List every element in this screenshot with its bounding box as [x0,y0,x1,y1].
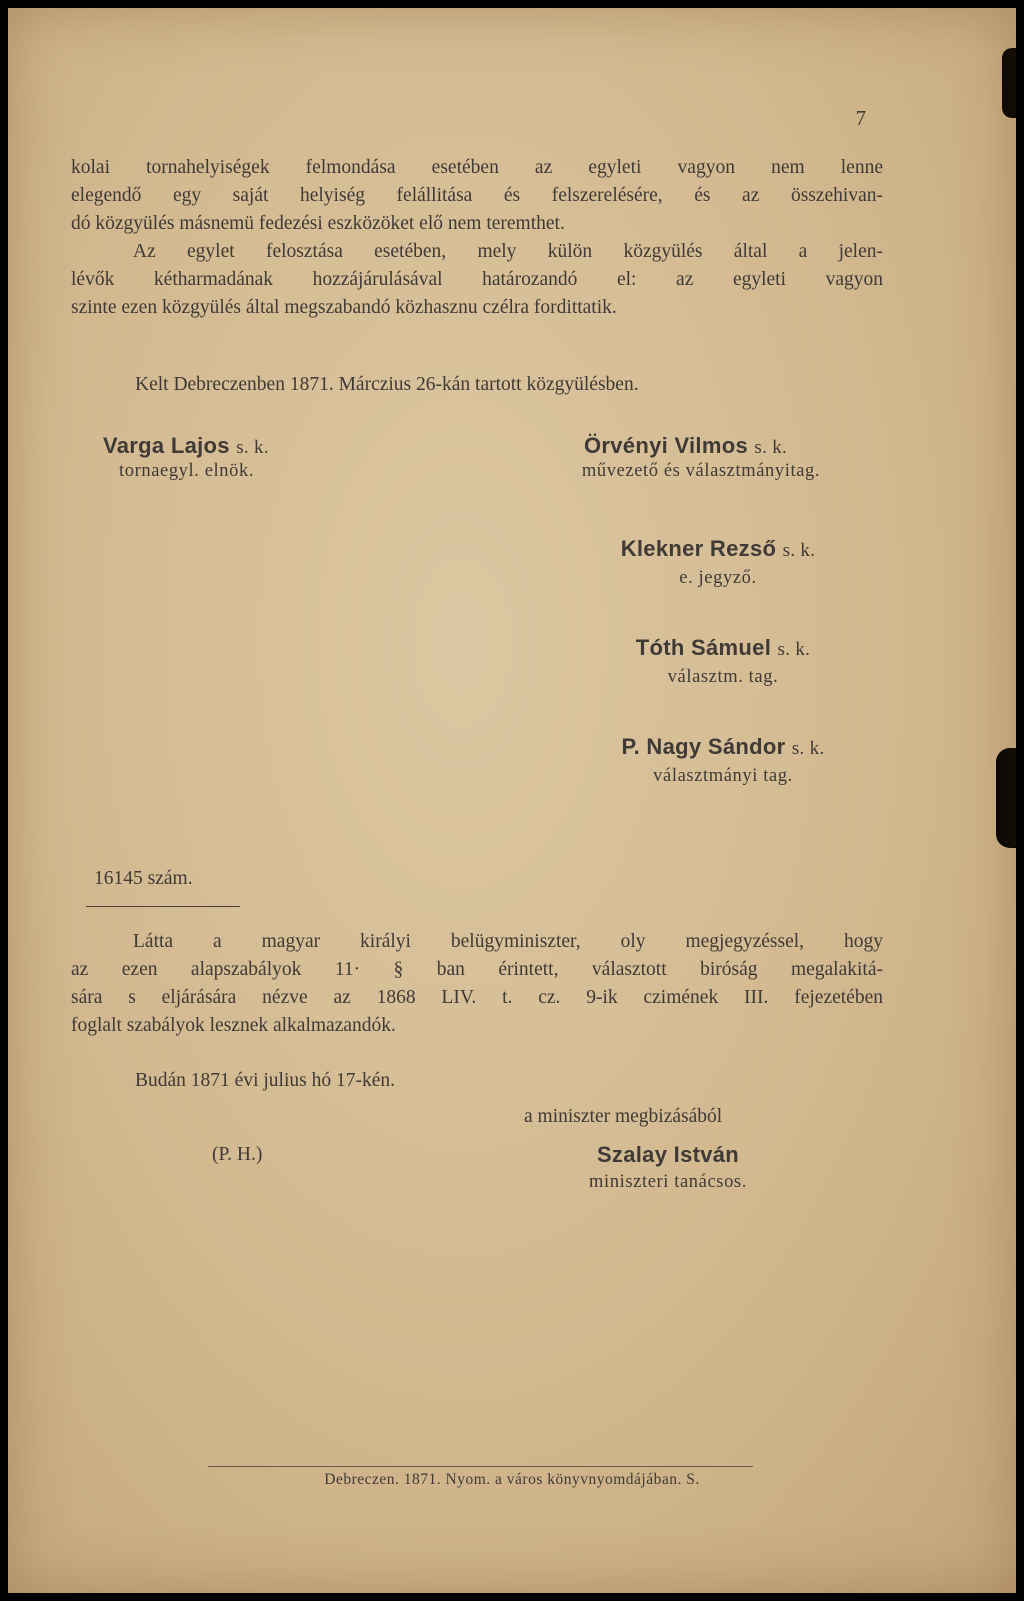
approval-line: Látta a magyar királyi belügyminiszter, oly megjegyzéssel, hogy [133,931,883,952]
signature-varga [103,433,269,482]
bylaw-line: elegendő egy saját helyiség felállitása és felszerelésére, és az összehivan- [71,185,883,206]
signatory-title: választm. tag. [667,667,779,687]
dated-line: Kelt Debreczenben 1871. Márczius 26-kán tartott közgyülésben. [135,374,639,395]
signature-orvenyi [536,433,866,482]
official-signature [543,1142,793,1193]
approval-line: az ezen alapszabályok 11· § ban érintett, választott biróság megalakitá- [71,959,883,980]
bylaw-line: Az egylet felosztása esetében, mely külön közgyülés által a jelen- [133,241,883,262]
official-title: miniszteri tanácsos. [589,1172,747,1192]
signatory-name: Klekner Rezső [620,536,777,561]
sk-mark: s. k. [777,639,811,660]
signatory-name: Varga Lajos [103,433,230,458]
approval-line: foglalt szabályok lesznek alkalmazandók. [71,1015,396,1036]
bylaw-line: dó közgyülés másnemü fedezési eszközöket elő nem teremthet. [71,213,565,234]
page-number: 7 [855,106,866,130]
signatory-name: Tóth Sámuel [635,635,772,660]
signatory-title: művezető és választmányitag. [581,461,821,481]
document-page [8,8,1016,1593]
approval-line: sára s eljárására nézve az 1868 LIV. t. cz. 9-ik czimének III. fejezetében [71,987,883,1008]
signatory-name: P. Nagy Sándor [621,734,786,759]
footer-rule [208,1466,753,1467]
signatory-title: e. jegyző. [679,568,757,588]
approval-text [71,928,883,1040]
sk-mark: s. k. [236,437,269,458]
bylaw-line: kolai tornahelyiségek felmondása esetében az egyleti vagyon nem lenne [71,157,883,178]
page-tear-top [1002,48,1016,118]
signature-toth [598,635,848,688]
bylaw-line: lévők kétharmadának hozzájárulásával határozandó el: az egyleti vagyon [71,269,883,290]
sk-mark: s. k. [754,437,788,458]
page-tear-middle [996,748,1016,848]
seal-mark: (P. H.) [212,1144,263,1165]
authorization-line: a miniszter megbizásából [524,1106,723,1127]
printer-imprint: Debreczen. 1871. Nyom. a város könyvnyomdájában. S. [324,1471,700,1488]
reference-number: 16145 szám. [94,868,193,889]
bylaw-text [71,154,883,322]
divider [86,906,240,907]
signatory-name: Örvényi Vilmos [584,433,748,458]
signatory-title: tornaegyl. elnök. [119,461,255,481]
approval-place-date: Budán 1871 évi julius hó 17-kén. [135,1070,395,1091]
signature-nagy [598,734,848,787]
bylaw-line: szinte ezen közgyülés által megszabandó közhasznu czélra fordittatik. [71,297,617,318]
sk-mark: s. k. [791,738,825,759]
sk-mark: s. k. [782,540,816,561]
signatory-title: választmányi tag. [653,766,793,786]
official-name: Szalay István [596,1142,740,1167]
signature-klekner [588,536,848,589]
